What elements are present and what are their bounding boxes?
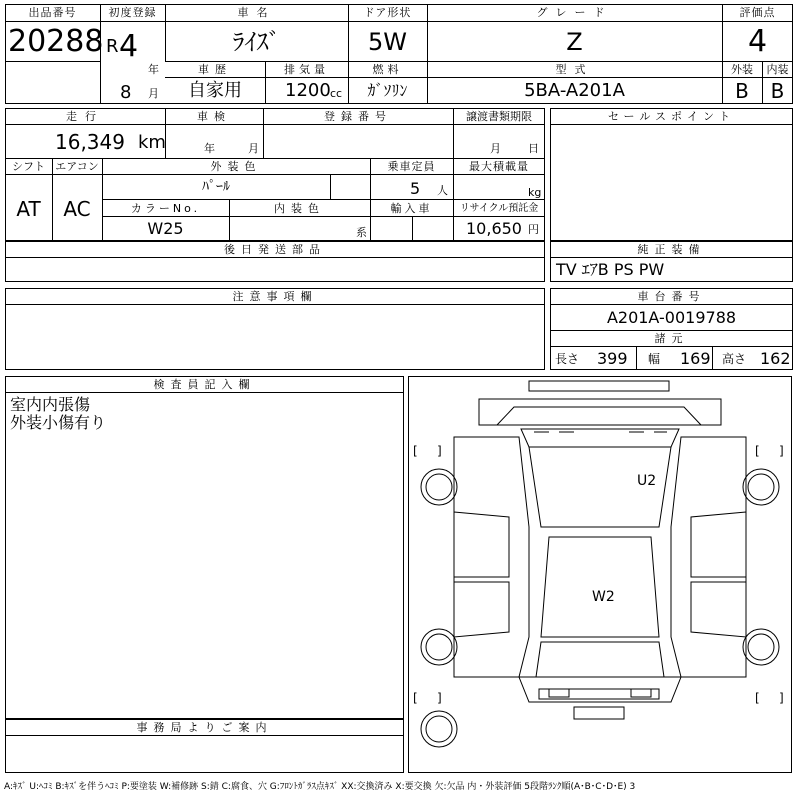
- left-side: [454, 437, 529, 677]
- inspection-label: 車検: [197, 110, 231, 123]
- sales-points-panel: [550, 108, 793, 241]
- fuel-label: 燃料: [372, 63, 403, 76]
- svg-text:]: ]: [437, 444, 442, 458]
- legend: A:ｷｽﾞ U:ﾍｺﾐ B:ｷｽﾞを伴うﾍｺﾐ P:要塗装 W:補修跡 S:錆 C:腐食、穴 G:ﾌﾛﾝﾄｶﾞﾗｽ点ｷｽﾞ XX:交換済み X:要交換 欠:欠品 内・外装評価 5段階ﾗﾝｸ順(A･B･C･D･E) 3: [4, 782, 636, 792]
- mileage-label: 走行: [66, 110, 104, 123]
- door-type: 5W: [368, 28, 407, 56]
- inspector-label: 検査員記入欄: [153, 378, 256, 391]
- interior-label: 内装: [766, 63, 789, 76]
- recycle-fee-unit: 円: [528, 223, 539, 236]
- year-unit: 年: [148, 63, 159, 76]
- svg-text:]: ]: [437, 691, 442, 705]
- score: 4: [747, 24, 768, 59]
- inspection-month-unit: 月: [248, 142, 259, 155]
- transfer-month-unit: 月: [490, 142, 501, 155]
- exterior-grade: B: [735, 79, 749, 103]
- lot-number-label: 出品番号: [28, 6, 77, 19]
- width-label: 幅: [648, 352, 661, 366]
- equipment: TV ｴｱB PS PW: [556, 260, 665, 279]
- length: 399: [597, 349, 628, 368]
- inspection-year-unit: 年: [204, 142, 215, 155]
- svg-text:[: [: [755, 691, 760, 705]
- specs-label: 諸元: [654, 332, 689, 345]
- displacement: 1200: [285, 80, 331, 101]
- inspector-note-2: 外装小傷有り: [10, 413, 107, 432]
- aircon: AC: [63, 197, 91, 221]
- first-registration-label: 初度登録: [108, 6, 157, 19]
- chassis-label: 車台番号: [637, 290, 706, 303]
- recycle-fee-label: リサイクル預託金: [459, 203, 539, 214]
- interior-color-unit: 系: [356, 226, 367, 239]
- rear-window: [536, 642, 664, 677]
- registration-year: 4: [119, 29, 139, 64]
- registration-number-label: 登録番号: [324, 110, 392, 123]
- car-name-label: 車名: [237, 6, 276, 19]
- color-number-label: カラーNo.: [130, 202, 201, 215]
- right-rear-door: [691, 582, 746, 637]
- model-code: 5BA-A201A: [524, 80, 625, 101]
- front-bumper: [529, 381, 669, 391]
- mileage: 16,349: [55, 130, 125, 154]
- notes-label: 注意事項欄: [232, 290, 318, 303]
- damage-mark-roof: W2: [592, 589, 615, 605]
- hood-top: [479, 399, 721, 425]
- mileage-unit: km: [138, 132, 166, 153]
- shift-label: シフト: [12, 160, 45, 173]
- width: 169: [680, 349, 711, 368]
- capacity-label: 乗車定員: [387, 160, 436, 173]
- max-load-label: 最大積載量: [469, 160, 529, 173]
- car-damage-diagram: [408, 376, 792, 773]
- shift: AT: [16, 197, 41, 221]
- month-unit: 月: [148, 87, 159, 100]
- fuel: ｶﾞｿﾘﾝ: [367, 81, 408, 100]
- transfer-day-unit: 日: [528, 142, 539, 155]
- inspector-note-1: 室内内張傷: [10, 395, 91, 414]
- right-front-door: [691, 512, 746, 577]
- history-label: 車歴: [198, 63, 232, 76]
- later-parts-label: 後日発送部品: [224, 243, 326, 256]
- displacement-label: 排気量: [284, 63, 329, 76]
- sales-points-label: セールスポイント: [607, 110, 735, 123]
- svg-text:[: [: [413, 444, 418, 458]
- lot-number: 20288: [8, 24, 104, 59]
- exterior-label: 外装: [731, 63, 753, 76]
- svg-text:]: ]: [779, 691, 784, 705]
- left-rear-door: [454, 582, 509, 637]
- left-front-door: [454, 512, 509, 577]
- length-label: 長さ: [555, 352, 580, 366]
- displacement-unit: cc: [330, 87, 343, 100]
- import-label: 輸入車: [390, 202, 433, 215]
- capacity-unit: 人: [437, 184, 448, 197]
- transfer-deadline-label: 譲渡書類期限: [466, 110, 532, 123]
- interior-color-label: 内装色: [274, 202, 325, 215]
- max-load-unit: kg: [528, 186, 542, 199]
- svg-text:[: [: [755, 444, 760, 458]
- office-label: 事務局よりご案内: [136, 721, 273, 734]
- exterior-color-label: 外装色: [210, 160, 262, 173]
- chassis-number: A201A-0019788: [606, 308, 737, 327]
- right-side: [671, 437, 746, 677]
- svg-text:]: ]: [779, 444, 784, 458]
- color-number: W25: [147, 219, 184, 238]
- grade-label: グレード: [536, 6, 613, 19]
- registration-month: 8: [120, 82, 132, 103]
- era: R: [106, 36, 119, 57]
- history: 自家用: [188, 80, 242, 101]
- interior-grade: B: [770, 79, 785, 103]
- score-label: 評価点: [739, 6, 776, 19]
- height-label: 高さ: [722, 352, 747, 366]
- svg-text:[: [: [413, 691, 418, 705]
- car-name: ﾗｲｽﾞ: [232, 28, 281, 56]
- door-label: ドア形状: [363, 6, 412, 19]
- capacity: 5: [410, 179, 421, 198]
- model-label: 型式: [555, 63, 594, 76]
- height: 162: [760, 349, 791, 368]
- recycle-fee: 10,650: [466, 219, 522, 238]
- damage-mark-rear-panel: U2: [637, 473, 657, 489]
- exterior-color: ﾊﾟｰﾙ: [202, 179, 230, 195]
- roof: [541, 537, 659, 637]
- aircon-label: エアコン: [55, 160, 99, 173]
- equipment-label: 純正装備: [637, 243, 706, 256]
- grade: Z: [566, 28, 583, 56]
